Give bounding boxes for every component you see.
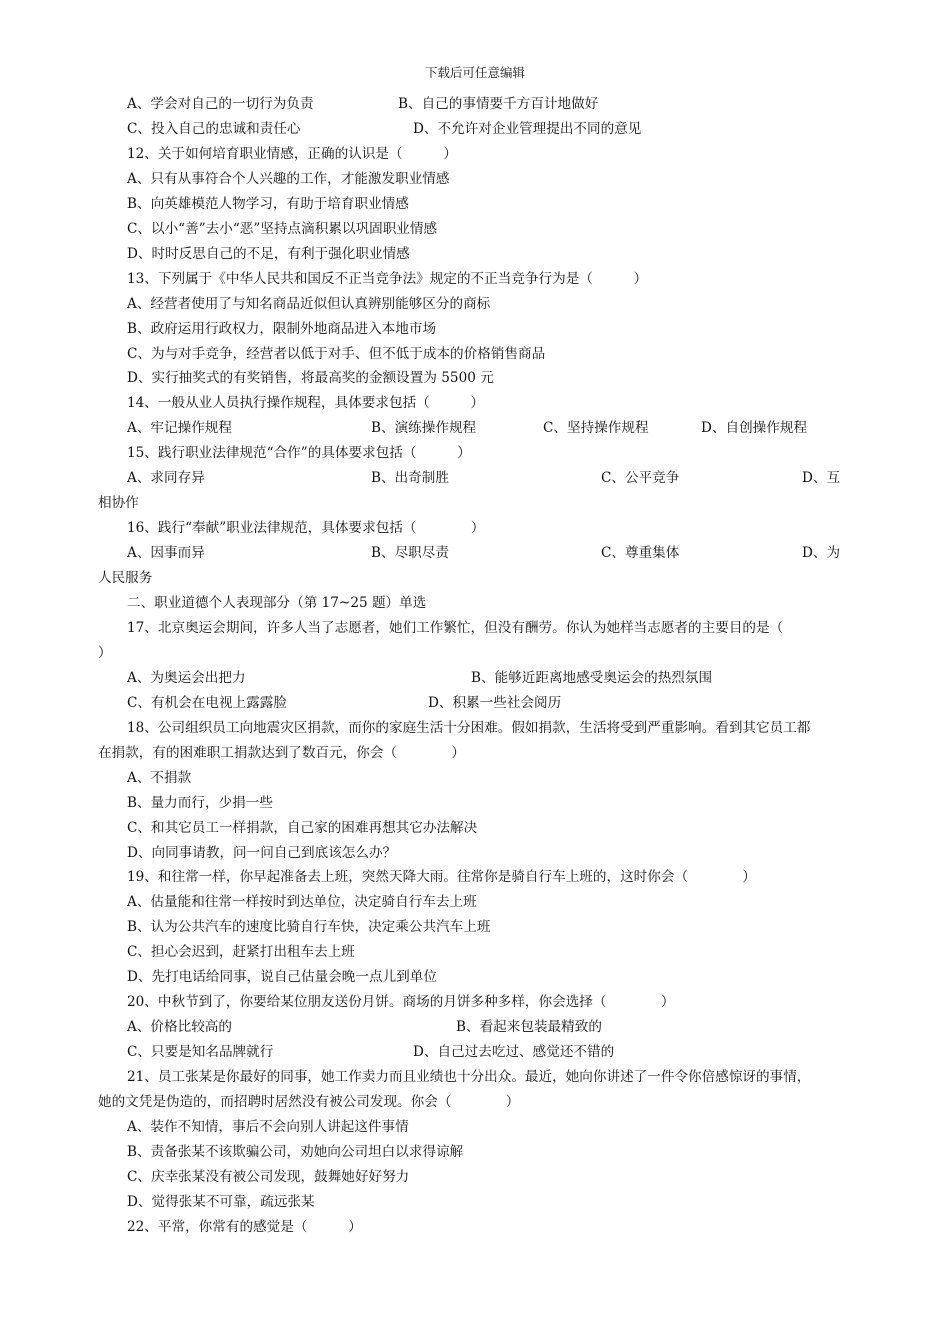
text-segment: 18、公司组织员工向地震灾区捐款，而你的家庭生活十分困难。假如捐款，生活将受到严重影响。看到其它员工都 xyxy=(127,719,811,736)
text-segment: A、牢记操作规程 xyxy=(127,420,232,437)
text-segment: A、因事而异 xyxy=(127,545,205,562)
text-line xyxy=(0,865,950,890)
text-segment: 21、员工张某是你最好的同事，她工作卖力而且业绩也十分出众。最近，她向你讲述了一件令你倍感惊讶的事情， xyxy=(127,1069,811,1086)
text-segment: C、担心会迟到，赶紧打出租车去上班 xyxy=(127,944,355,961)
text-segment: 12、关于如何培育职业情感，正确的认识是（ ） xyxy=(127,145,457,162)
text-line xyxy=(0,366,950,391)
text-segment: 19、和往常一样，你早起准备去上班，突然天降大雨。往常你是骑自行车上班的，这时你会（ ） xyxy=(127,869,757,886)
text-line xyxy=(0,441,950,466)
text-line xyxy=(0,616,950,641)
text-segment: D、向同事请教，问一问自己到底该怎么办？ xyxy=(127,844,397,861)
text-segment: B、政府运用行政权力，限制外地商品进入本地市场 xyxy=(127,320,437,337)
text-line xyxy=(0,1140,950,1165)
text-segment: B、责备张某不该欺骗公司，劝她向公司坦白以求得谅解 xyxy=(127,1143,464,1160)
text-segment: C、公平竞争 xyxy=(601,470,680,487)
text-segment: A、为奥运会出把力 xyxy=(127,669,246,686)
text-segment: A、只有从事符合个人兴趣的工作，才能激发职业情感 xyxy=(127,170,450,187)
text-line xyxy=(0,890,950,915)
text-line xyxy=(0,342,950,367)
text-segment: 13、下列属于《中华人民共和国反不正当竞争法》规定的不正当竞争行为是（ ） xyxy=(127,270,648,287)
text-segment: 相协作 xyxy=(98,495,139,512)
text-segment: D、实行抽奖式的有奖销售，将最高奖的金额设置为 5500 元 xyxy=(127,370,494,387)
text-line xyxy=(0,591,950,616)
text-line xyxy=(0,391,950,416)
text-segment: B、向英雄模范人物学习，有助于培育职业情感 xyxy=(127,195,409,212)
text-segment: A、装作不知情，事后不会向别人讲起这件事情 xyxy=(127,1118,409,1135)
text-segment: 15、践行职业法律规范“合作”的具体要求包括（ ） xyxy=(127,445,471,462)
text-line xyxy=(0,192,950,217)
text-segment: A、不捐款 xyxy=(127,769,192,786)
text-line xyxy=(0,242,950,267)
text-line xyxy=(0,965,950,990)
text-segment: C、只要是知名品牌就行 xyxy=(127,1044,274,1061)
text-line xyxy=(0,1090,950,1115)
text-line xyxy=(0,416,950,441)
text-line xyxy=(0,1040,950,1065)
text-segment: D、自创操作规程 xyxy=(701,420,808,437)
text-line xyxy=(0,1215,950,1240)
text-line xyxy=(0,267,950,292)
text-segment: D、先打电话给同事，说自己估量会晚一点儿到单位 xyxy=(127,969,437,986)
text-line xyxy=(0,1115,950,1140)
text-line xyxy=(0,741,950,766)
text-segment: C、投入自己的忠诚和责任心 xyxy=(127,120,301,137)
text-segment: 她的文凭是伪造的，而招聘时居然没有被公司发现。你会（ ） xyxy=(98,1094,520,1110)
text-segment: 人民服务 xyxy=(98,570,153,587)
text-line xyxy=(0,541,950,566)
text-segment: B、演练操作规程 xyxy=(371,420,477,437)
text-segment: D、觉得张某不可靠，疏远张某 xyxy=(127,1193,315,1210)
text-line xyxy=(0,566,950,591)
text-segment: B、出奇制胜 xyxy=(371,470,449,487)
text-segment: A、价格比较高的 xyxy=(127,1019,232,1036)
text-line xyxy=(0,292,950,317)
text-line xyxy=(0,317,950,342)
text-segment: A、经营者使用了与知名商品近似但认真辨别能够区分的商标 xyxy=(127,295,491,312)
page-header: 下载后可任意编辑 xyxy=(424,65,525,80)
text-segment: C、尊重集体 xyxy=(601,545,680,562)
text-line xyxy=(0,1165,950,1190)
text-segment: B、认为公共汽车的速度比骑自行车快，决定乘公共汽车上班 xyxy=(127,919,491,936)
text-line xyxy=(0,641,950,666)
text-line xyxy=(0,466,950,491)
text-line xyxy=(0,990,950,1015)
text-segment: D、互 xyxy=(802,470,841,487)
text-segment: C、有机会在电视上露露脸 xyxy=(127,694,287,711)
text-segment: 17、北京奥运会期间，许多人当了志愿者，她们工作繁忙，但没有酬劳。你认为她样当志愿者的主要目的是（ xyxy=(127,619,784,636)
text-line xyxy=(0,940,950,965)
text-segment: A、估量能和往常一样按时到达单位，决定骑自行车去上班 xyxy=(127,894,477,911)
text-line xyxy=(0,117,950,142)
text-segment: 20、中秋节到了，你要给某位朋友送份月饼。商场的月饼多种多样，你会选择（ ） xyxy=(127,994,675,1011)
text-segment: D、为 xyxy=(802,545,841,562)
text-line xyxy=(0,841,950,866)
text-line xyxy=(0,142,950,167)
text-segment: 14、一般从业人员执行操作规程，具体要求包括（ ） xyxy=(127,395,485,412)
text-line xyxy=(0,491,950,516)
text-segment: D、不允许对企业管理提出不同的意见 xyxy=(413,120,642,137)
text-line xyxy=(0,691,950,716)
text-line xyxy=(0,217,950,242)
text-line xyxy=(0,666,950,691)
text-segment: C、和其它员工一样捐款，自己家的困难再想其它办法解决 xyxy=(127,819,478,836)
text-line xyxy=(0,1190,950,1215)
text-line xyxy=(0,1065,950,1090)
text-line xyxy=(0,716,950,741)
text-segment: D、积累一些社会阅历 xyxy=(428,694,562,711)
text-segment: A、学会对自己的一切行为负责 xyxy=(127,96,314,112)
text-segment: C、坚持操作规程 xyxy=(543,420,649,437)
text-segment: 16、践行“奉献”职业法律规范，具体要求包括（ ） xyxy=(127,520,485,537)
text-segment: B、尽职尽责 xyxy=(371,545,449,562)
text-segment: C、以小“善”去小“恶”坚持点滴积累以巩固职业情感 xyxy=(127,220,438,237)
text-segment: 二、职业道德个人表现部分（第 17~25 题）单选 xyxy=(127,595,427,611)
text-segment: B、看起来包装最精致的 xyxy=(456,1019,602,1036)
text-line xyxy=(0,167,950,192)
text-line xyxy=(0,92,950,117)
text-segment: D、时时反思自己的不足，有利于强化职业情感 xyxy=(127,245,410,262)
text-segment: 在捐款，有的困难职工捐款达到了数百元，你会（ ） xyxy=(98,744,466,761)
text-line xyxy=(0,1015,950,1040)
text-line xyxy=(0,915,950,940)
text-segment: A、求同存异 xyxy=(127,470,205,487)
text-segment: C、为与对手竞争，经营者以低于对手、但不低于成本的价格销售商品 xyxy=(127,345,546,362)
text-line xyxy=(0,516,950,541)
text-segment: ） xyxy=(98,644,112,661)
text-segment: D、自己过去吃过、感觉还不错的 xyxy=(413,1044,615,1061)
text-segment: B、自己的事情要千方百计地做好 xyxy=(398,96,599,112)
text-segment: B、能够近距离地感受奥运会的热烈氛围 xyxy=(471,669,713,686)
text-line xyxy=(0,766,950,791)
text-segment: B、量力而行，少捐一些 xyxy=(127,794,273,811)
text-segment: 22、平常，你常有的感觉是（ ） xyxy=(127,1218,362,1235)
text-line xyxy=(0,791,950,816)
text-segment: C、庆幸张某没有被公司发现，鼓舞她好好努力 xyxy=(127,1168,410,1185)
text-line xyxy=(0,816,950,841)
